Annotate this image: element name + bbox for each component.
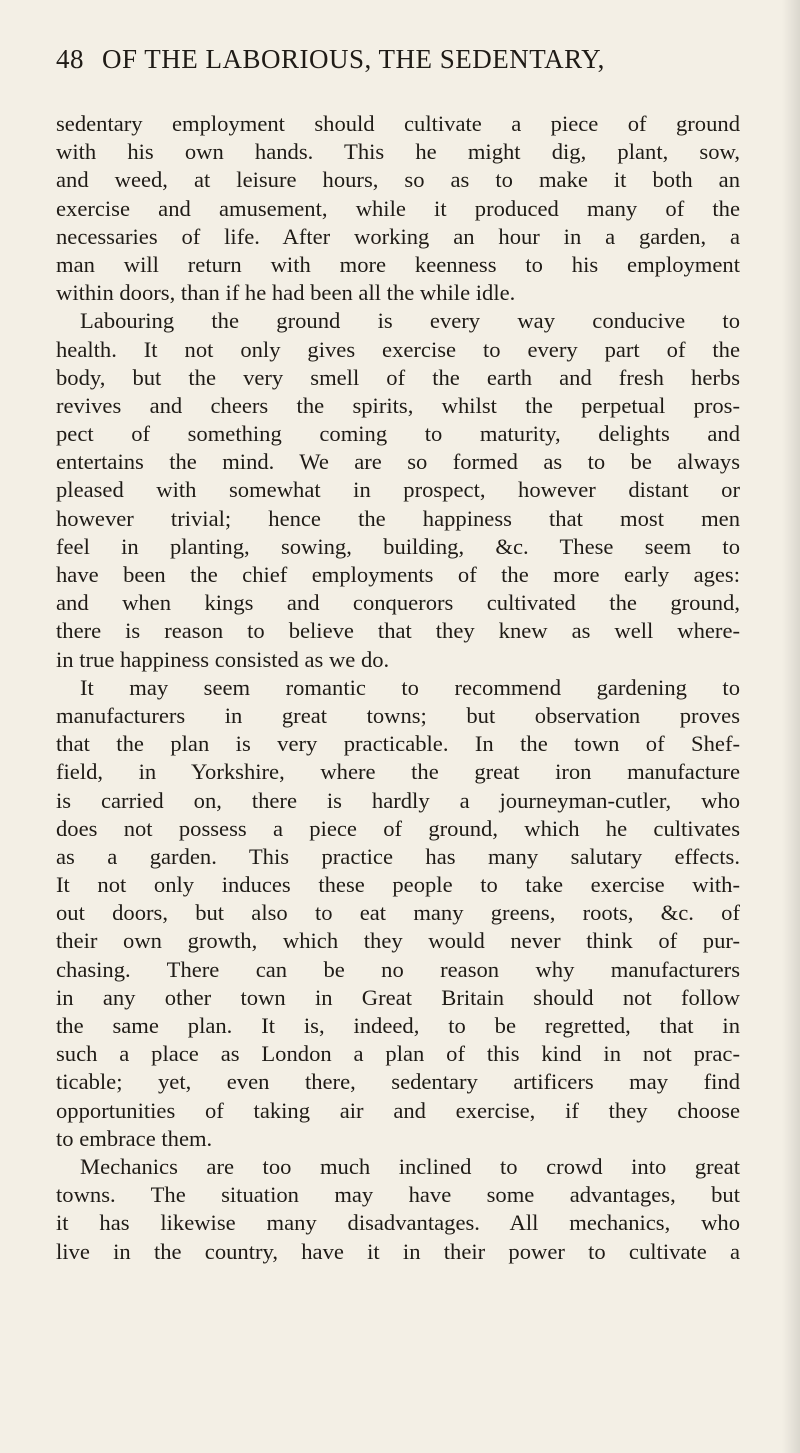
text-line: in true happiness consisted as we do. <box>56 646 390 672</box>
text-line: with his own hands. This he might dig, plant, sow, <box>56 139 740 165</box>
page-edge-shadow <box>782 0 800 1453</box>
running-head-title: OF THE LABORIOUS, THE SEDENTARY, <box>102 44 605 74</box>
text-line: there is reason to believe that they knew as well where- <box>56 618 740 644</box>
text-line: the same plan. It is, indeed, to be regretted, that in <box>56 1013 740 1038</box>
text-line: sedentary employment should cultivate a piece of ground <box>56 111 740 136</box>
paragraph <box>56 674 740 1153</box>
text-line: however trivial; hence the happiness that most men <box>56 505 740 531</box>
text-line: within doors, than if he had been all the while idle. <box>56 280 516 306</box>
text-line: chasing. There can be no reason why manufacturers <box>56 956 740 982</box>
paragraph <box>56 110 740 307</box>
text-line: out doors, but also to eat many greens, roots, &c. of <box>56 900 740 926</box>
paragraph <box>56 1153 740 1266</box>
text-line: does not possess a piece of ground, which he cultivates <box>56 815 740 841</box>
text-line: and when kings and conquerors cultivated the ground, <box>56 590 740 616</box>
paragraph <box>56 307 740 673</box>
page-number: 48 <box>56 44 84 74</box>
running-head <box>56 44 740 96</box>
text-line: It not only induces these people to take exercise with- <box>56 872 740 898</box>
text-line: body, but the very smell of the earth and fresh herbs <box>56 364 740 390</box>
text-line: pect of something coming to maturity, delights and <box>56 421 740 447</box>
text-line: it has likewise many disadvantages. All mechanics, who <box>56 1210 740 1236</box>
text-line: field, in Yorkshire, where the great iron manufacture <box>56 759 740 785</box>
text-line: entertains the mind. We are so formed as to be always <box>56 449 740 475</box>
text-line: is carried on, there is hardly a journeyman-cutler, who <box>56 787 740 813</box>
text-line: exercise and amusement, while it produced many of the <box>56 195 740 221</box>
text-line: such a place as London a plan of this kind in not prac- <box>56 1041 740 1067</box>
text-line: feel in planting, sowing, building, &c. These seem to <box>56 533 740 559</box>
text-line: opportunities of taking air and exercise, if they choose <box>56 1097 740 1123</box>
text-line: manufacturers in great towns; but observation proves <box>56 702 740 728</box>
text-line: have been the chief employments of the more early ages: <box>56 562 740 587</box>
text-line: ticable; yet, even there, sedentary artificers may find <box>56 1069 740 1095</box>
text-line: Mechanics are too much inclined to crowd into great <box>80 1153 740 1179</box>
text-line: pleased with somewhat in prospect, however distant or <box>56 477 740 503</box>
text-line: health. It not only gives exercise to every part of the <box>56 336 740 362</box>
text-line: It may seem romantic to recommend gardening to <box>80 674 740 700</box>
text-line: in any other town in Great Britain should not follow <box>56 984 740 1010</box>
text-line: man will return with more keenness to his employment <box>56 251 740 277</box>
text-line: and weed, at leisure hours, so as to make it both an <box>56 167 740 193</box>
text-line: to embrace them. <box>56 1125 213 1151</box>
text-line: towns. The situation may have some advantages, but <box>56 1182 740 1208</box>
text-line: as a garden. This practice has many salutary effects. <box>56 843 740 869</box>
text-line: Labouring the ground is every way conducive to <box>80 308 740 334</box>
text-line: live in the country, have it in their power to cultivate a <box>56 1238 740 1264</box>
text-line: their own growth, which they would never think of pur- <box>56 928 740 954</box>
text-line: revives and cheers the spirits, whilst the perpetual pros- <box>56 392 740 418</box>
text-line: that the plan is very practicable. In the town of Shef- <box>56 731 740 757</box>
text-line: necessaries of life. After working an hour in a garden, a <box>56 223 740 249</box>
